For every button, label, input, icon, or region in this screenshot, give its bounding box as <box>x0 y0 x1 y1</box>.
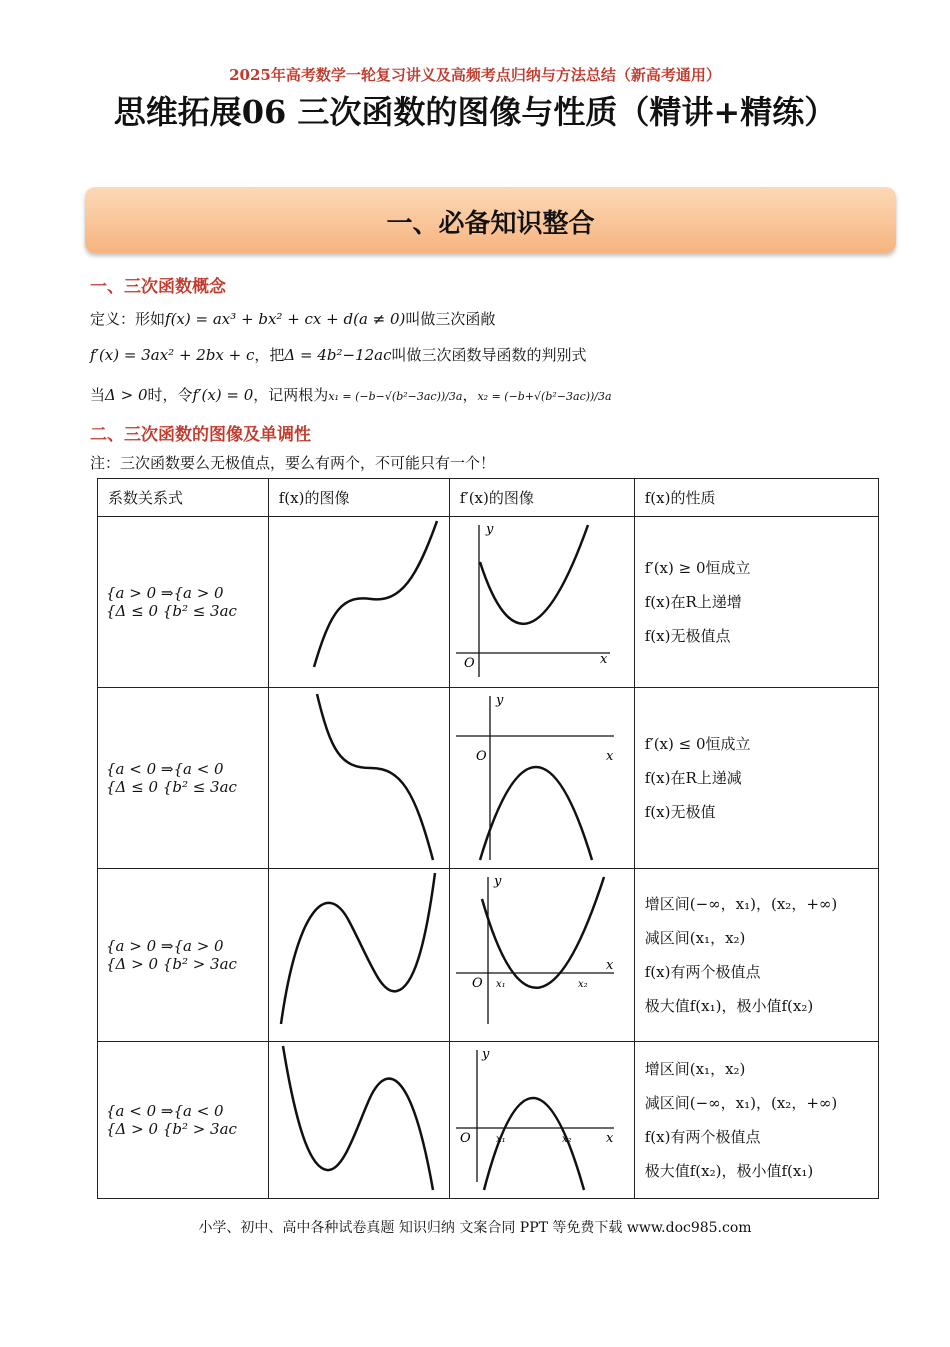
property-line: f(x)有两个极值点 <box>644 1128 761 1146</box>
table-row <box>98 1042 879 1199</box>
property-cell <box>634 1042 878 1199</box>
fpx-graph-upward-parabola <box>450 517 634 683</box>
roots-condition: Δ > 0 <box>105 386 148 404</box>
definition-line <box>90 308 495 329</box>
x-axis-label: x <box>605 1131 614 1146</box>
condition-cell <box>98 688 269 869</box>
property-line: f(x)有两个极值点 <box>644 963 761 981</box>
roots-equation: f′(x) = 0 <box>192 386 254 404</box>
property-line: f′(x) ≥ 0恒成立 <box>644 559 751 577</box>
property-line: 增区间(−∞，x₁)，(x₂，+∞) <box>644 895 838 913</box>
condition-cell <box>98 1042 269 1199</box>
property-line: f′(x) ≤ 0恒成立 <box>644 735 751 753</box>
x2-label: x₂ <box>561 1134 572 1145</box>
def-prefix: 定义：形如 <box>90 310 166 328</box>
def-formula: f(x) = ax³ + bx² + cx + d(a ≠ 0) <box>165 310 406 328</box>
roots-sep: ， <box>462 386 478 404</box>
x-axis-label: x <box>599 652 608 667</box>
fx-graph-cell <box>268 869 449 1042</box>
table-row <box>98 869 879 1042</box>
section-banner <box>85 187 896 253</box>
fpx-graph-cell <box>449 869 634 1042</box>
series-header: 2025年高考数学一轮复习讲义及高频考点归纳与方法总结（新高考通用） <box>229 66 721 84</box>
root2-formula: x₂ = (−b+√(b²−3ac))/3a <box>477 390 612 403</box>
x-axis-label: x <box>605 958 614 973</box>
property-line: 减区间(−∞，x₁)，(x₂，+∞) <box>644 1094 838 1112</box>
page-title: 思维拓展06 三次函数的图像与性质（精讲+精练） <box>113 93 837 131</box>
property-line: 增区间(x₁，x₂) <box>644 1060 746 1078</box>
fx-graph-cell <box>268 1042 449 1199</box>
property-cell <box>634 688 878 869</box>
table-header-row <box>98 479 879 517</box>
y-axis-label: y <box>495 693 504 708</box>
property-line: f(x)无极值 <box>644 803 716 821</box>
fpx-graph-downward-parabola <box>450 688 634 864</box>
table-row <box>98 688 879 869</box>
discriminant-formula: Δ = 4b²−12ac <box>284 346 392 364</box>
condition-bottom: {Δ ≤ 0 {b² ≤ 3ac <box>106 778 237 796</box>
fx-graph-cell <box>268 517 449 688</box>
roots-line <box>90 384 612 405</box>
x2-label: x₂ <box>577 979 588 990</box>
condition-bottom: {Δ > 0 {b² > 3ac <box>106 955 237 973</box>
fpx-graph-cell <box>449 688 634 869</box>
derivative-formula: f′(x) = 3ax² + 2bx + c <box>90 346 255 364</box>
roots-mid2: ，记两根为 <box>253 386 329 404</box>
derivative-line <box>90 344 587 365</box>
property-line: 极大值f(x₁)，极小值f(x₂) <box>644 997 814 1015</box>
header-cell: f′(x)的图像 <box>449 479 634 517</box>
condition-bottom: {Δ ≤ 0 {b² ≤ 3ac <box>106 602 237 620</box>
fpx-graph-cell <box>449 517 634 688</box>
section2-note: 注：三次函数要么无极值点，要么有两个，不可能只有一个！ <box>90 454 496 472</box>
section2-heading: 二、三次函数的图像及单调性 <box>90 425 311 445</box>
y-axis-label: y <box>481 1047 490 1062</box>
table-row <box>98 517 879 688</box>
derivative-mid: ，把 <box>254 346 285 364</box>
origin-label: O <box>459 1131 471 1146</box>
roots-mid1: 时，令 <box>147 386 193 404</box>
header-cell: f(x)的性质 <box>634 479 878 517</box>
condition-cell <box>98 869 269 1042</box>
x1-label: x₁ <box>495 1134 506 1145</box>
fx-graph-increasing <box>269 517 449 683</box>
fpx-graph-two-roots-down <box>450 1042 634 1194</box>
page-footer: 小学、初中、高中各种试卷真题 知识归纳 文案合同 PPT 等免费下载 www.doc985.com <box>198 1220 752 1236</box>
condition-cell <box>98 517 269 688</box>
x-axis-label: x <box>605 749 614 764</box>
y-axis-label: y <box>493 874 502 889</box>
cubic-properties-table <box>97 478 879 1199</box>
fx-graph-local-min-max <box>269 1042 449 1194</box>
property-cell <box>634 869 878 1042</box>
origin-label: O <box>463 656 475 671</box>
y-axis-label: y <box>485 522 494 537</box>
property-line: 减区间(x₁，x₂) <box>644 929 746 947</box>
property-line: 极大值f(x₂)，极小值f(x₁) <box>644 1162 814 1180</box>
def-suffix: 叫做三次函敞 <box>405 310 496 328</box>
fpx-graph-cell <box>449 1042 634 1199</box>
section1-heading: 一、三次函数概念 <box>90 277 226 297</box>
fx-graph-cell <box>268 688 449 869</box>
x1-label: x₁ <box>495 979 506 990</box>
header-cell: 系数关系式 <box>98 479 269 517</box>
header-cell: f(x)的图像 <box>268 479 449 517</box>
derivative-suffix: 叫做三次函数导函数的判别式 <box>391 346 587 364</box>
banner-text: 一、必备知识整合 <box>386 209 595 239</box>
origin-label: O <box>475 749 487 764</box>
roots-prefix: 当 <box>90 386 106 404</box>
fx-graph-decreasing <box>269 688 449 864</box>
condition-top: {a < 0 ⇒{a < 0 <box>106 760 224 778</box>
condition-top: {a > 0 ⇒{a > 0 <box>106 584 224 602</box>
root1-formula: x₁ = (−b−√(b²−3ac))/3a <box>328 390 463 403</box>
fx-graph-local-max-min <box>269 869 449 1037</box>
property-line: f(x)在R上递增 <box>644 593 742 611</box>
origin-label: O <box>471 976 483 991</box>
property-line: f(x)无极值点 <box>644 627 731 645</box>
property-line: f(x)在R上递减 <box>644 769 742 787</box>
condition-top: {a < 0 ⇒{a < 0 <box>106 1102 224 1120</box>
fpx-graph-two-roots-up <box>450 869 634 1037</box>
property-cell <box>634 517 878 688</box>
condition-bottom: {Δ > 0 {b² > 3ac <box>106 1120 237 1138</box>
condition-top: {a > 0 ⇒{a > 0 <box>106 937 224 955</box>
